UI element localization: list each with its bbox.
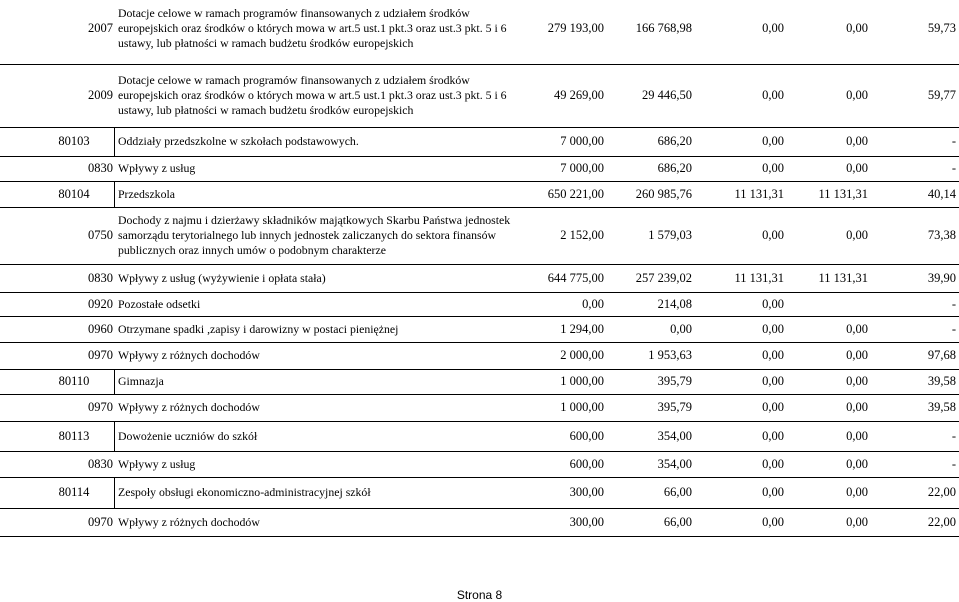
item-name: Wpływy z usług <box>118 161 196 175</box>
paragraf-code: 2007 <box>88 20 113 35</box>
dzial-code: 80110 <box>58 374 90 388</box>
executed-value: 66,00 <box>663 485 692 499</box>
overdue-value: 0,00 <box>846 134 868 148</box>
percent-value: 40,14 <box>927 186 956 201</box>
plan-value: 7 000,00 <box>560 161 604 175</box>
plan-value: 2 000,00 <box>560 348 604 362</box>
item-name: Wpływy z różnych dochodów <box>118 514 260 529</box>
executed-value: 395,79 <box>657 374 692 388</box>
overdue-value: 0,00 <box>846 228 868 242</box>
plan-value: 2 152,00 <box>560 228 604 242</box>
arrears-value: 0,00 <box>762 514 784 529</box>
plan-value: 1 000,00 <box>560 374 604 388</box>
overdue-value: 0,00 <box>846 161 868 175</box>
arrears-value: 0,00 <box>762 161 784 175</box>
percent-value: 39,58 <box>927 374 956 388</box>
overdue-value: 0,00 <box>846 456 868 471</box>
dzial-code: 80104 <box>58 186 90 201</box>
percent-value: - <box>951 161 956 175</box>
percent-value: - <box>951 321 956 336</box>
plan-value: 279 193,00 <box>547 20 604 35</box>
percent-value: 59,77 <box>927 88 956 102</box>
paragraf-code: 0970 <box>88 514 113 529</box>
arrears-value: 0,00 <box>762 428 784 443</box>
percent-value: 39,90 <box>927 270 956 285</box>
table-row <box>0 207 959 265</box>
arrears-value: 0,00 <box>762 400 784 414</box>
plan-value: 644 775,00 <box>547 270 604 285</box>
dzial-code: 80114 <box>58 485 90 499</box>
overdue-value: 0,00 <box>846 514 868 529</box>
executed-value: 1 953,63 <box>648 348 692 362</box>
table-row <box>0 451 959 478</box>
percent-value: - <box>951 428 956 443</box>
executed-value: 354,00 <box>657 456 692 471</box>
arrears-value: 0,00 <box>762 134 784 148</box>
arrears-value: 0,00 <box>762 374 784 388</box>
percent-value: - <box>951 296 956 311</box>
plan-value: 600,00 <box>569 428 604 443</box>
plan-value: 7 000,00 <box>560 134 604 148</box>
table-row <box>0 342 959 370</box>
item-name: Wpływy z usług (wyżywienie i opłata stała) <box>118 270 326 285</box>
table-row <box>0 127 959 157</box>
overdue-value: 0,00 <box>846 348 868 362</box>
overdue-value: 0,00 <box>846 88 868 102</box>
table-row <box>0 477 959 509</box>
item-name: Otrzymane spadki ,zapisy i darowizny w postaci pieniężnej <box>118 321 399 336</box>
item-name: Wpływy z usług <box>118 456 196 471</box>
item-name: Wpływy z różnych dochodów <box>118 348 260 362</box>
page-number: Strona 8 <box>456 588 503 602</box>
table-row <box>0 292 959 317</box>
plan-value: 300,00 <box>569 485 604 499</box>
percent-value: 39,58 <box>927 400 956 414</box>
item-name: Oddziały przedszkolne w szkołach podstawowych. <box>118 134 359 148</box>
plan-value: 300,00 <box>569 514 604 529</box>
table-row <box>0 64 959 128</box>
table-row <box>0 181 959 208</box>
paragraf-code: 0750 <box>88 228 113 242</box>
item-name: Gimnazja <box>118 374 164 388</box>
dzial-code: 80113 <box>58 428 90 443</box>
paragraf-code: 0960 <box>88 321 113 336</box>
arrears-value: 0,00 <box>762 228 784 242</box>
plan-value: 650 221,00 <box>547 186 604 201</box>
item-name: Pozostałe odsetki <box>118 296 201 311</box>
executed-value: 0,00 <box>670 321 692 336</box>
table-row <box>0 369 959 395</box>
percent-value: 59,73 <box>927 20 956 35</box>
percent-value: 22,00 <box>927 514 956 529</box>
column-divider <box>114 421 115 451</box>
overdue-value: 0,00 <box>846 321 868 336</box>
percent-value: 22,00 <box>927 485 956 499</box>
executed-value: 66,00 <box>663 514 692 529</box>
item-name: Dotacje celowe w ramach programów finansowanych z udziałem środków europejskich oraz środków o których mowa w art.5 ust.1 pkt.3 oraz ust.3 pkt. 5 i 6 ustawy, lub płatności w ramach budżetu środków europejskich <box>118 73 507 117</box>
plan-value: 0,00 <box>582 296 604 311</box>
percent-value: - <box>951 134 956 148</box>
executed-value: 354,00 <box>657 428 692 443</box>
executed-value: 260 985,76 <box>635 186 692 201</box>
column-divider <box>114 369 115 394</box>
overdue-value: 11 131,31 <box>818 270 868 285</box>
arrears-value: 11 131,31 <box>734 270 784 285</box>
plan-value: 49 269,00 <box>554 88 604 102</box>
overdue-value: 0,00 <box>846 400 868 414</box>
executed-value: 686,20 <box>657 134 692 148</box>
table-row <box>0 394 959 422</box>
dzial-code: 80103 <box>58 134 90 148</box>
arrears-value: 11 131,31 <box>734 186 784 201</box>
arrears-value: 0,00 <box>762 20 784 35</box>
item-name: Dotacje celowe w ramach programów finansowanych z udziałem środków europejskich oraz środków o których mowa w art.5 ust.1 pkt.3 oraz ust.3 pkt. 5 i 6 ustawy, lub płatności w ramach budżetu środków europejskich <box>118 5 507 50</box>
overdue-value: 11 131,31 <box>818 186 868 201</box>
percent-value: 73,38 <box>927 228 956 242</box>
arrears-value: 0,00 <box>762 348 784 362</box>
executed-value: 686,20 <box>657 161 692 175</box>
executed-value: 395,79 <box>657 400 692 414</box>
arrears-value: 0,00 <box>762 321 784 336</box>
table-row <box>0 421 959 452</box>
item-name: Zespoły obsługi ekonomiczno-administracyjnej szkół <box>118 485 371 499</box>
paragraf-code: 0830 <box>88 270 113 285</box>
plan-value: 600,00 <box>569 456 604 471</box>
item-name: Przedszkola <box>118 186 175 201</box>
table-row <box>0 156 959 182</box>
paragraf-code: 0830 <box>88 161 113 175</box>
table-row <box>0 316 959 343</box>
table-row <box>0 264 959 293</box>
percent-value: 97,68 <box>927 348 956 362</box>
executed-value: 1 579,03 <box>648 228 692 242</box>
overdue-value: 0,00 <box>846 428 868 443</box>
paragraf-code: 2009 <box>88 88 113 102</box>
plan-value: 1 294,00 <box>560 321 604 336</box>
plan-value: 1 000,00 <box>560 400 604 414</box>
arrears-value: 0,00 <box>762 456 784 471</box>
item-name: Dochody z najmu i dzierżawy składników majątkowych Skarbu Państwa jednostek samorządu terytorialnego lub innych jednostek zaliczanych do sektora finansów publicznych oraz innych umów o podobnym charakterze <box>118 213 511 257</box>
column-divider <box>114 181 115 207</box>
paragraf-code: 0970 <box>88 400 113 414</box>
percent-value: - <box>951 456 956 471</box>
executed-value: 166 768,98 <box>635 20 692 35</box>
column-divider <box>114 477 115 508</box>
item-name: Dowożenie uczniów do szkół <box>118 428 258 443</box>
overdue-value: 0,00 <box>846 20 868 35</box>
paragraf-code: 0920 <box>88 296 113 311</box>
executed-value: 257 239,02 <box>635 270 692 285</box>
overdue-value <box>784 292 868 316</box>
table-row <box>0 508 959 537</box>
executed-value: 29 446,50 <box>642 88 692 102</box>
item-name: Wpływy z różnych dochodów <box>118 400 260 414</box>
column-divider <box>114 127 115 156</box>
arrears-value: 0,00 <box>762 296 784 311</box>
overdue-value: 0,00 <box>846 374 868 388</box>
arrears-value: 0,00 <box>762 88 784 102</box>
paragraf-code: 0830 <box>88 456 113 471</box>
executed-value: 214,08 <box>657 296 692 311</box>
table-row <box>0 0 959 65</box>
overdue-value: 0,00 <box>846 485 868 499</box>
arrears-value: 0,00 <box>762 485 784 499</box>
paragraf-code: 0970 <box>88 348 113 362</box>
